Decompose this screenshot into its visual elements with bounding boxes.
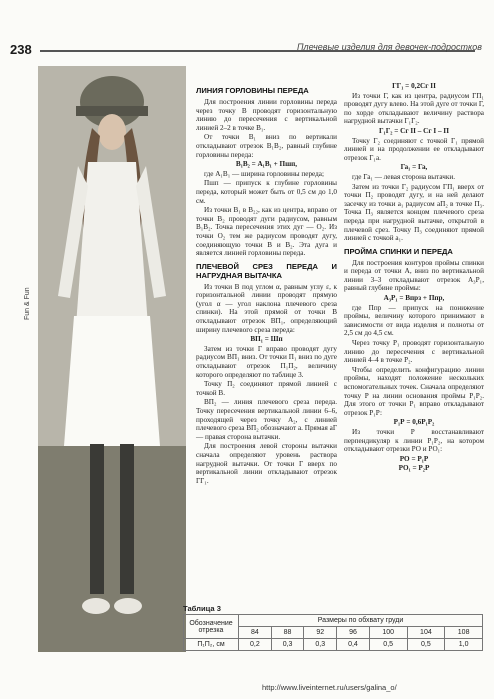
paragraph: Точку П₂ соединяют прямой линией с точкой В.	[196, 380, 337, 397]
formula: ВП₁ = Шп	[250, 335, 283, 344]
paragraph: где А₁В₁ — ширина горловины переда;	[204, 169, 324, 178]
formula: Г₁Г₂ = Сг II – Сг I – П	[378, 126, 449, 135]
paragraph: Для построения линии горловины переда через точку В проводят горизонтальную линию до пересечения с вертикальной линией 2–2 в точке В₁.	[196, 98, 337, 132]
girl-model-illustration	[38, 66, 186, 652]
photo-credit: Fun & Fun	[24, 287, 31, 320]
page-header	[0, 0, 494, 60]
table-cell: 0,5	[407, 639, 445, 651]
table-size-cell: 104	[407, 627, 445, 639]
table-cell: 0,5	[369, 639, 407, 651]
table-size-cell: 88	[271, 627, 304, 639]
table-cell: 0,2	[239, 639, 272, 651]
paragraph: От точки В₁ вниз по вертикали откладывают отрезок В₁В₂, равный глубине горловины переда:	[196, 133, 337, 159]
formula: ГГ₁ = 0,2Сг II	[392, 82, 436, 90]
table-size-cell: 96	[337, 627, 370, 639]
running-title: Плечевые изделия для девочек-подростков	[297, 42, 482, 52]
formula: РО = Р₁Р	[399, 454, 429, 463]
formula: Р₁Р = 0,6Р₁Р₂	[393, 418, 435, 427]
table-row-label: П₁П₂, см	[184, 639, 239, 651]
formula: Га₁ = Га,	[400, 163, 428, 172]
table-cell: 1,0	[445, 639, 483, 651]
paragraph: где Ппр — припуск на понижение проймы, величину которого принимают в зависимости от вида изделия и полноты от 2,5 см до 4,5 см.	[344, 303, 484, 338]
text-column-left	[196, 82, 337, 486]
section-heading-neckline: ЛИНИЯ ГОРЛОВИНЫ ПЕРЕДА	[196, 86, 309, 95]
table-size-cell: 108	[445, 627, 483, 639]
paragraph: Точку Г₂ соединяют с точкой Г₁ прямой линией и на продолжении ее откладывают отрезок Г₁а.	[344, 136, 484, 162]
paragraph: Пшп — припуск к глубине горловины переда, который может быть от 0,5 см до 1,0 см.	[196, 179, 337, 205]
table-cell: 0,3	[304, 639, 337, 651]
size-table	[183, 614, 483, 651]
table-group-header: Размеры по обхвату груди	[239, 615, 483, 627]
paragraph: Через точку Р₁ проводят горизонтальную линию до пересечения с вертикальной линией 4–4 в точке Р₂.	[344, 339, 484, 365]
paragraph: Чтобы определить конфигурацию линии проймы, находят положение нескольких вспомогательных точек. Сначала определяют точку Р на линии основания проймы Р₁Р₂. Для этого от точки Р₁ вправо откладывают отрезок Р₁Р:	[344, 365, 484, 417]
table-col-header: Обозначение отрезка	[184, 615, 239, 639]
paragraph: ВП₂ — линия плечевого среза переда. Точку пересечения вертикальной линии 6–6, проходящей через точку А₂, с линией плечевого среза ВП₂ обозначают а. Прямая аГ — правая сторона вытачки.	[196, 398, 337, 441]
paragraph: Из точки Г, как из центра, радиусом ГП₁ проводят дугу влево. На этой дуге от точки Г, по хорде откладывают величину раствора нагрудной вытачки Г₁Г₂.	[344, 91, 484, 126]
table-cell: 0,4	[337, 639, 370, 651]
paragraph: Из точки В под углом α, равным углу ε, к горизонтальной линии проводят прямую (угол α — угол наклона плечевого среза спинки). На этой прямой от точки В откладывают отрезок ВП₁, определяющий ширину плечевого среза переда:	[196, 282, 337, 334]
table-title: Таблица 3	[183, 604, 221, 613]
formula: РО₁ = Р₂Р	[398, 464, 430, 473]
paragraph: Затем из точки Г₂ радиусом ГП₁ вверх от точки П₂ проводят дугу, и на ней делают засечку из точки а₁ радиусом аП₂ в точке П₃. Точка П₃ является концом плечевого среза переда при нагрудной вытачке, открытой в плечевой срез. Точку П₃ соединяют прямой линией с точкой а₁.	[344, 182, 484, 243]
table-size-cell: 100	[369, 627, 407, 639]
paragraph: Затем из точки Г вправо проводят дугу радиусом ВП₁ вниз. От точки П₁ вниз по дуге откладывают отрезок П₁П₂, величину которого определяют по таблице 3.	[196, 344, 337, 379]
formula: В₁В₂ = А₁В₁ + Пшп,	[235, 160, 298, 169]
paragraph: Для построения левой стороны вытачки сначала определяют уровень раствора нагрудной вытачки. От точки Г вверх по вертикальной линии откладывают отрезок ГГ₁.	[196, 442, 337, 485]
section-heading-shoulder: ПЛЕЧЕВОЙ СРЕЗ ПЕРЕДА И НАГРУДНАЯ ВЫТАЧКА	[196, 261, 337, 280]
paragraph: Для построения контуров проймы спинки и переда от точки А, вниз по вертикальной линии 3–3 откладывают отрезок А₃Р₁, равный глубине проймы:	[344, 258, 484, 293]
paragraph: Из точки Р восстанавливают перпендикуляр к линии Р₁Р₂, на котором откладывают отрезки РО и РО₁:	[344, 427, 484, 454]
text-column-right	[344, 82, 484, 474]
table-row	[184, 639, 483, 651]
table-size-cell: 92	[304, 627, 337, 639]
table-cell: 0,3	[271, 639, 304, 651]
source-url: http://www.liveinternet.ru/users/galina_o/	[262, 683, 397, 692]
paragraph: где Га₁ — левая сторона вытачки.	[352, 172, 456, 181]
fashion-photo	[38, 66, 186, 652]
paragraph: Из точки В₁ в В₂₂, как из центра, вправо от точки В₂ проводят дуги радиусом, равным В₁В₂. Точка пересечения этих дуг — О₂. Из точки О₂ тем же радиусом проводят дугу, соединяющую точки В и В₂. Эта дуга и является линией горловины переда.	[196, 206, 337, 258]
table-size-cell: 84	[239, 627, 272, 639]
page-number: 238	[10, 42, 32, 57]
formula: А₃Р₁ = Впрз + Ппр,	[383, 294, 445, 303]
section-heading-armhole: ПРОЙМА СПИНКИ И ПЕРЕДА	[344, 246, 453, 256]
